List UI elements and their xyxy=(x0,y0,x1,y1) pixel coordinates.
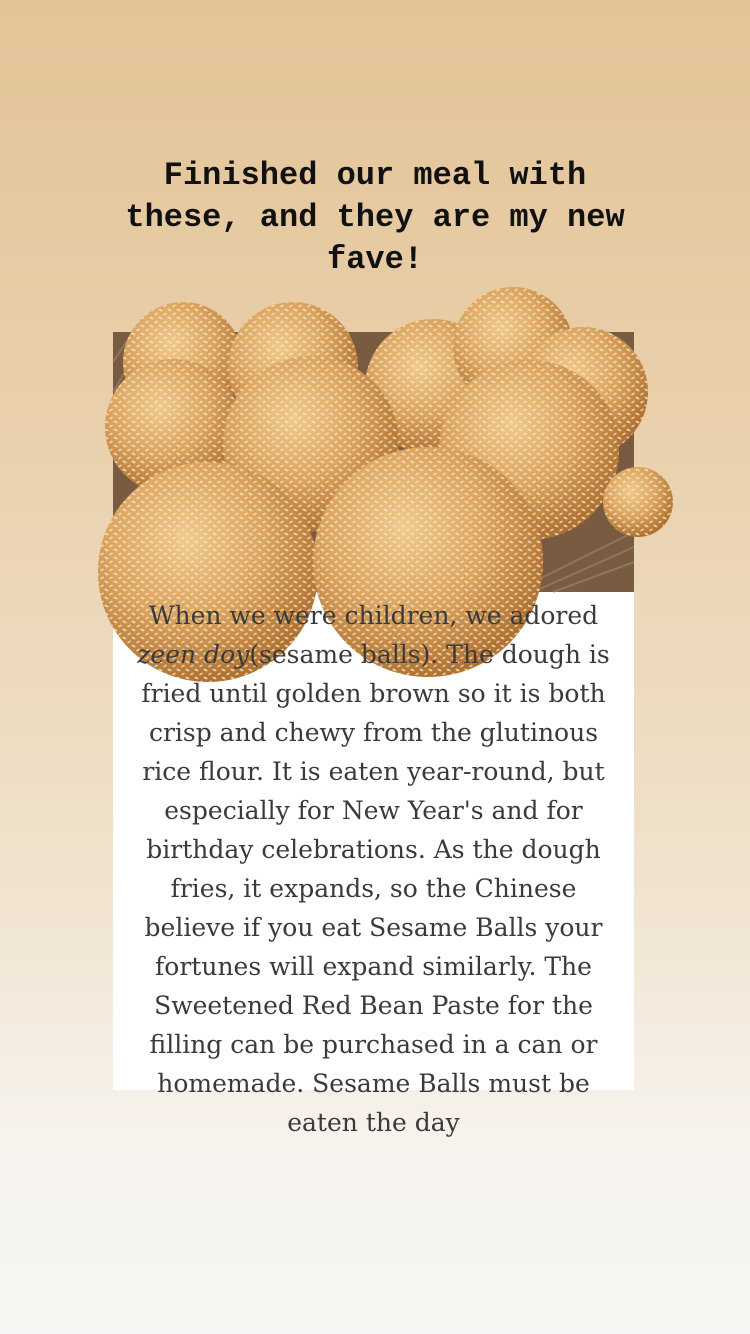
story-caption: Finished our meal with these, and they are my new fave! xyxy=(125,157,625,278)
post-description xyxy=(125,596,622,1142)
shared-post-card[interactable] xyxy=(113,332,634,1137)
post-description-body: (sesame balls). The dough is fried until golden brown so it is both crisp and chewy from the glutinous rice flour. It is eaten year-round, but especially for New Year's and for birthday celebrations. As the dough fries, it expands, so the Chinese believe if you eat Sesame Balls your fortunes will expand similarly. The Sweetened Red Bean Paste for the filling can be purchased in a can or homemade. Sesame Balls must be eaten the day xyxy=(141,640,610,1137)
sesame-balls-photo xyxy=(113,332,634,592)
post-description-term: zeen doy xyxy=(137,640,250,669)
post-description-intro: When we were children, we adored xyxy=(148,601,599,630)
